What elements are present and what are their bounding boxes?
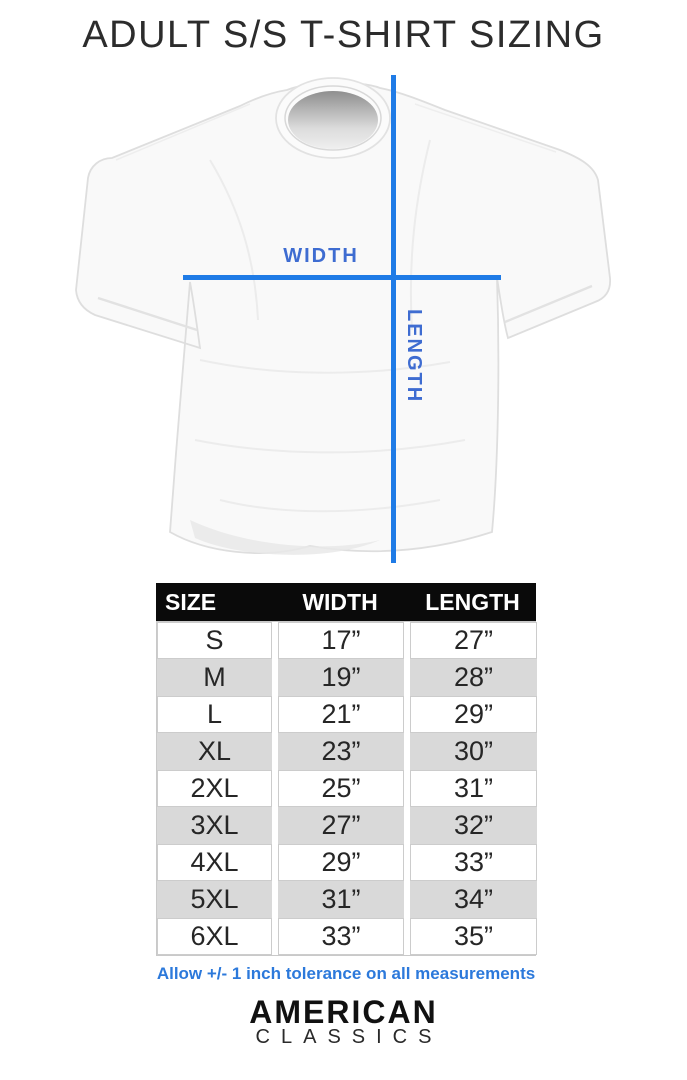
width-cell: 27” <box>278 807 404 844</box>
width-cell: 31” <box>278 881 404 918</box>
length-measure-line <box>391 75 396 563</box>
table-body <box>156 621 536 956</box>
length-cell: 35” <box>410 918 537 955</box>
size-table <box>156 583 536 956</box>
width-cell: 25” <box>278 770 404 807</box>
size-cell: 4XL <box>157 844 272 881</box>
table-row <box>157 844 535 881</box>
header-size: SIZE <box>165 589 217 615</box>
size-cell: XL <box>157 733 272 770</box>
size-cell: 3XL <box>157 807 272 844</box>
table-row <box>157 622 535 659</box>
size-cell: 2XL <box>157 770 272 807</box>
table-header <box>156 583 536 621</box>
width-measure-line <box>183 275 501 280</box>
header-length: LENGTH <box>425 589 520 615</box>
size-cell: S <box>157 622 272 659</box>
size-cell: L <box>157 696 272 733</box>
table-row <box>157 881 535 918</box>
brand-logo <box>0 994 687 1048</box>
header-width: WIDTH <box>302 589 378 615</box>
length-cell: 27” <box>410 622 537 659</box>
length-cell: 32” <box>410 807 537 844</box>
table-row <box>157 696 535 733</box>
table-row <box>157 659 535 696</box>
size-cell: 5XL <box>157 881 272 918</box>
length-cell: 33” <box>410 844 537 881</box>
width-label: WIDTH <box>283 245 359 267</box>
length-cell: 29” <box>410 696 537 733</box>
table-row <box>157 918 535 955</box>
size-cell: 6XL <box>157 918 272 955</box>
length-cell: 30” <box>410 733 537 770</box>
length-cell: 34” <box>410 881 537 918</box>
brand-logo-line1: AMERICAN <box>249 994 438 1030</box>
width-cell: 23” <box>278 733 404 770</box>
length-cell: 28” <box>410 659 537 696</box>
tolerance-note: Allow +/- 1 inch tolerance on all measurements <box>156 964 536 983</box>
size-cell: M <box>157 659 272 696</box>
width-cell: 33” <box>278 918 404 955</box>
length-label: LENGTH <box>403 308 425 404</box>
width-cell: 21” <box>278 696 404 733</box>
width-cell: 29” <box>278 844 404 881</box>
table-row <box>157 770 535 807</box>
width-cell: 17” <box>278 622 404 659</box>
brand-logo-line2: CLASSICS <box>255 1026 443 1048</box>
table-row <box>157 733 535 770</box>
width-cell: 19” <box>278 659 404 696</box>
table-row <box>157 807 535 844</box>
page-title: ADULT S/S T-SHIRT SIZING <box>82 14 605 56</box>
length-cell: 31” <box>410 770 537 807</box>
